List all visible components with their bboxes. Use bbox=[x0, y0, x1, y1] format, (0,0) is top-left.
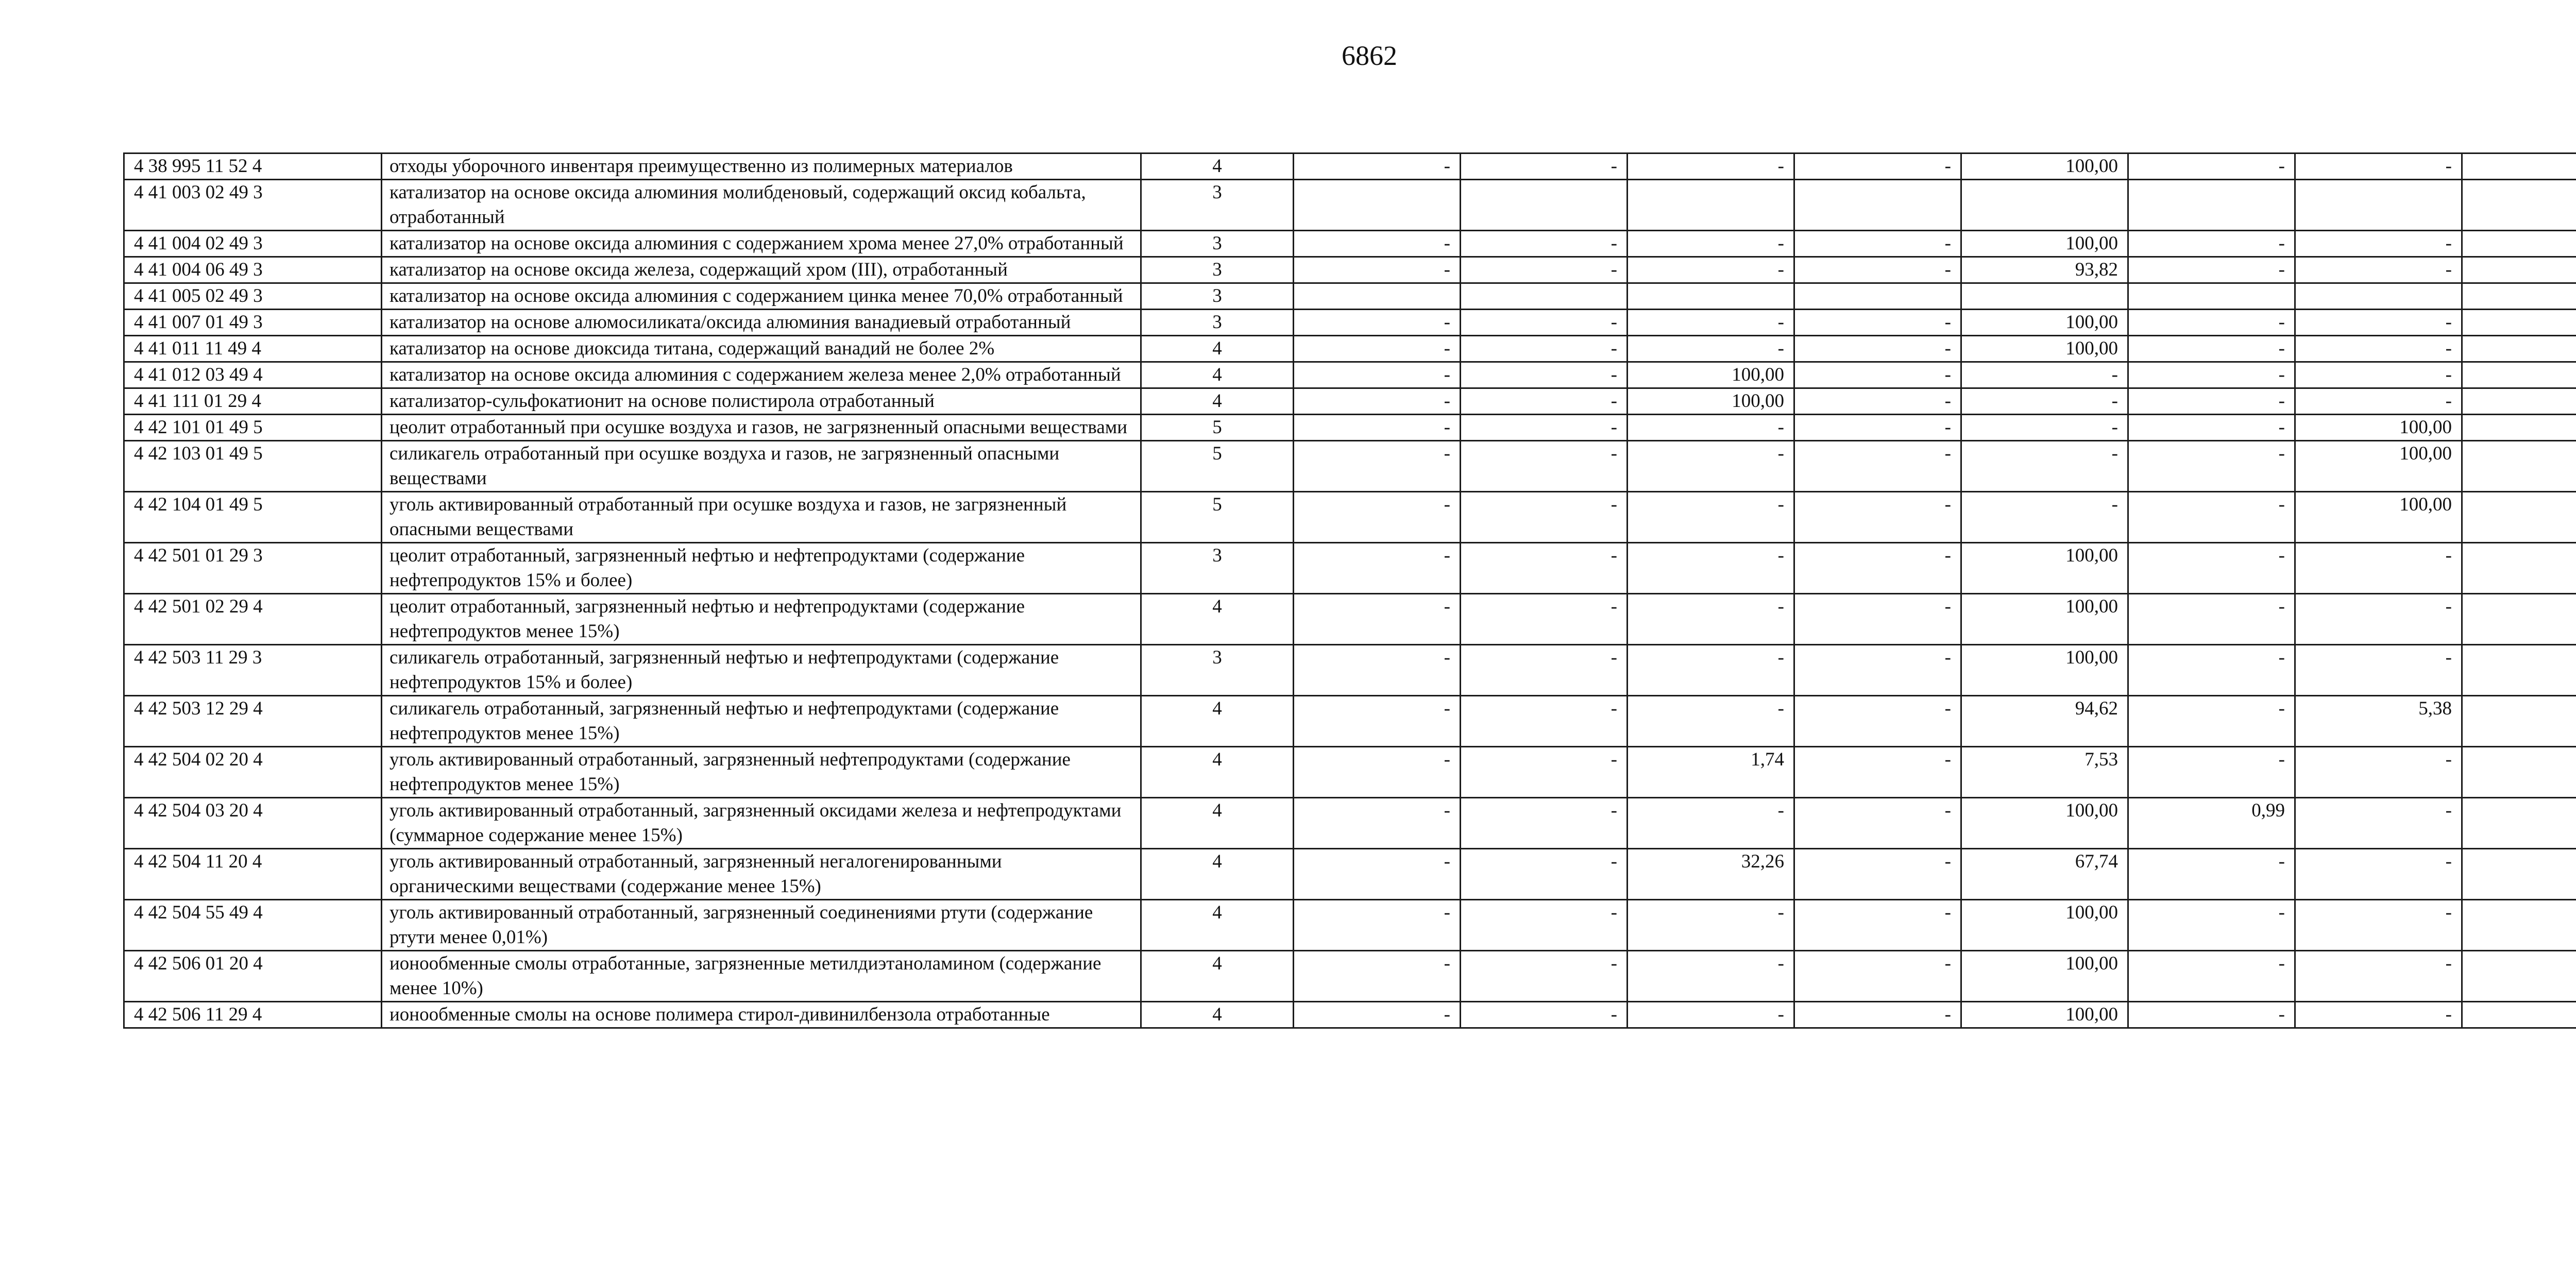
percentage-cell: 5,38 bbox=[2295, 696, 2462, 747]
hazard-class-cell: 4 bbox=[1141, 362, 1294, 388]
waste-description-cell: катализатор на основе диоксида титана, содержащий ванадий не более 2% bbox=[382, 336, 1141, 362]
percentage-cell bbox=[2128, 180, 2295, 231]
percentage-cell: - bbox=[1794, 747, 1961, 798]
percentage-cell bbox=[1294, 283, 1461, 310]
percentage-cell: - bbox=[1461, 231, 1628, 257]
percentage-cell: - bbox=[1461, 849, 1628, 900]
percentage-cell: - bbox=[1294, 900, 1461, 951]
percentage-cell: - bbox=[2128, 362, 2295, 388]
table-row bbox=[124, 747, 2576, 798]
percentage-cell: - bbox=[1294, 849, 1461, 900]
percentage-cell: - bbox=[1794, 441, 1961, 492]
percentage-cell: - bbox=[1794, 415, 1961, 441]
percentage-cell: 1,74 bbox=[1628, 747, 1794, 798]
percentage-cell bbox=[2462, 257, 2576, 283]
percentage-cell: - bbox=[1461, 388, 1628, 415]
percentage-cell bbox=[2295, 180, 2462, 231]
percentage-cell: 0,99 bbox=[2128, 798, 2295, 849]
percentage-cell: - bbox=[2295, 257, 2462, 283]
hazard-class-cell: 4 bbox=[1141, 900, 1294, 951]
table-row bbox=[124, 951, 2576, 1002]
percentage-cell: - bbox=[1961, 441, 2128, 492]
hazard-class-cell: 4 bbox=[1141, 594, 1294, 645]
percentage-cell: - bbox=[2128, 543, 2295, 594]
percentage-cell: - bbox=[1628, 798, 1794, 849]
waste-code-cell: 4 42 504 11 20 4 bbox=[124, 849, 382, 900]
percentage-cell bbox=[1628, 283, 1794, 310]
percentage-cell: - bbox=[1294, 388, 1461, 415]
table-row bbox=[124, 283, 2576, 310]
percentage-cell: - bbox=[1628, 336, 1794, 362]
percentage-cell: - bbox=[2295, 747, 2462, 798]
percentage-cell: - bbox=[1294, 594, 1461, 645]
percentage-cell: - bbox=[1294, 798, 1461, 849]
percentage-cell: - bbox=[1628, 257, 1794, 283]
hazard-class-cell: 4 bbox=[1141, 388, 1294, 415]
percentage-cell: - bbox=[1461, 543, 1628, 594]
percentage-cell bbox=[2462, 645, 2576, 696]
percentage-cell: 100,00 bbox=[1961, 1002, 2128, 1028]
hazard-class-cell: 3 bbox=[1141, 283, 1294, 310]
table-row bbox=[124, 180, 2576, 231]
waste-code-cell: 4 41 005 02 49 3 bbox=[124, 283, 382, 310]
percentage-cell bbox=[2462, 415, 2576, 441]
waste-description-cell: катализатор на основе оксида алюминия молибденовый, содержащий оксид кобальта, отработанный bbox=[382, 180, 1141, 231]
percentage-cell: - bbox=[2128, 645, 2295, 696]
waste-code-cell: 4 42 506 11 29 4 bbox=[124, 1002, 382, 1028]
percentage-cell bbox=[2462, 849, 2576, 900]
percentage-cell: - bbox=[1294, 154, 1461, 180]
percentage-cell: - bbox=[2128, 951, 2295, 1002]
hazard-class-cell: 4 bbox=[1141, 747, 1294, 798]
waste-code-cell: 4 41 004 02 49 3 bbox=[124, 231, 382, 257]
waste-description-cell: катализатор на основе оксида алюминия с содержанием железа менее 2,0% отработанный bbox=[382, 362, 1141, 388]
percentage-cell: - bbox=[1794, 231, 1961, 257]
percentage-cell: - bbox=[2295, 336, 2462, 362]
percentage-cell: - bbox=[1461, 900, 1628, 951]
waste-code-cell: 4 42 101 01 49 5 bbox=[124, 415, 382, 441]
percentage-cell: - bbox=[1461, 492, 1628, 543]
percentage-cell: - bbox=[1628, 441, 1794, 492]
percentage-cell bbox=[1628, 180, 1794, 231]
waste-code-cell: 4 41 111 01 29 4 bbox=[124, 388, 382, 415]
table-row bbox=[124, 336, 2576, 362]
percentage-cell: - bbox=[2295, 310, 2462, 336]
percentage-cell bbox=[1461, 180, 1628, 231]
percentage-cell: - bbox=[1294, 645, 1461, 696]
percentage-cell: - bbox=[1461, 645, 1628, 696]
table-row bbox=[124, 310, 2576, 336]
percentage-cell: - bbox=[1628, 645, 1794, 696]
percentage-cell: - bbox=[2295, 594, 2462, 645]
percentage-cell: 100,00 bbox=[2295, 492, 2462, 543]
percentage-cell: - bbox=[1794, 543, 1961, 594]
waste-code-cell: 4 42 503 12 29 4 bbox=[124, 696, 382, 747]
percentage-cell: - bbox=[2128, 747, 2295, 798]
percentage-cell: - bbox=[1294, 310, 1461, 336]
percentage-cell: - bbox=[1794, 798, 1961, 849]
hazard-class-cell: 4 bbox=[1141, 1002, 1294, 1028]
waste-code-cell: 4 42 504 03 20 4 bbox=[124, 798, 382, 849]
percentage-cell: 100,00 bbox=[1961, 154, 2128, 180]
percentage-cell: - bbox=[1628, 415, 1794, 441]
hazard-class-cell: 4 bbox=[1141, 154, 1294, 180]
percentage-cell: - bbox=[1794, 492, 1961, 543]
percentage-cell bbox=[2462, 336, 2576, 362]
waste-description-cell: силикагель отработанный при осушке воздуха и газов, не загрязненный опасными веществами bbox=[382, 441, 1141, 492]
table-row bbox=[124, 696, 2576, 747]
percentage-cell: - bbox=[1628, 1002, 1794, 1028]
percentage-cell: - bbox=[2128, 594, 2295, 645]
percentage-cell bbox=[1961, 180, 2128, 231]
percentage-cell: - bbox=[2128, 231, 2295, 257]
table-row bbox=[124, 362, 2576, 388]
hazard-class-cell: 5 bbox=[1141, 441, 1294, 492]
percentage-cell: - bbox=[1794, 645, 1961, 696]
table-row bbox=[124, 849, 2576, 900]
percentage-cell: - bbox=[1294, 441, 1461, 492]
hazard-class-cell: 3 bbox=[1141, 543, 1294, 594]
percentage-cell: - bbox=[1461, 310, 1628, 336]
table-row bbox=[124, 257, 2576, 283]
percentage-cell: - bbox=[1461, 747, 1628, 798]
page-number: 6862 bbox=[1342, 40, 1397, 71]
waste-code-cell: 4 41 012 03 49 4 bbox=[124, 362, 382, 388]
hazard-class-cell: 4 bbox=[1141, 336, 1294, 362]
waste-description-cell: катализатор на основе оксида железа, содержащий хром (III), отработанный bbox=[382, 257, 1141, 283]
waste-code-cell: 4 41 003 02 49 3 bbox=[124, 180, 382, 231]
percentage-cell: - bbox=[2295, 154, 2462, 180]
percentage-cell: - bbox=[2295, 543, 2462, 594]
percentage-cell: - bbox=[1794, 257, 1961, 283]
waste-description-cell: уголь активированный отработанный, загрязненный соединениями ртути (содержание ртути менее 0,01%) bbox=[382, 900, 1141, 951]
percentage-cell: - bbox=[1794, 900, 1961, 951]
percentage-cell: - bbox=[1461, 257, 1628, 283]
percentage-cell: - bbox=[1794, 696, 1961, 747]
percentage-cell: 100,00 bbox=[1961, 900, 2128, 951]
hazard-class-cell: 3 bbox=[1141, 310, 1294, 336]
percentage-cell: 100,00 bbox=[2295, 441, 2462, 492]
percentage-cell bbox=[2128, 283, 2295, 310]
waste-code-cell: 4 42 504 55 49 4 bbox=[124, 900, 382, 951]
percentage-cell: - bbox=[2295, 900, 2462, 951]
hazard-class-cell: 3 bbox=[1141, 180, 1294, 231]
percentage-cell: - bbox=[1794, 336, 1961, 362]
hazard-class-cell: 5 bbox=[1141, 492, 1294, 543]
waste-code-cell: 4 41 007 01 49 3 bbox=[124, 310, 382, 336]
percentage-cell: - bbox=[1794, 154, 1961, 180]
percentage-cell: 7,53 bbox=[1961, 747, 2128, 798]
waste-description-cell: отходы уборочного инвентаря преимущественно из полимерных материалов bbox=[382, 154, 1141, 180]
percentage-cell: - bbox=[1961, 362, 2128, 388]
percentage-cell: - bbox=[2128, 388, 2295, 415]
percentage-cell: 100,00 bbox=[1961, 594, 2128, 645]
percentage-cell bbox=[2462, 362, 2576, 388]
percentage-cell: - bbox=[2295, 849, 2462, 900]
percentage-cell: - bbox=[2128, 310, 2295, 336]
percentage-cell: 100,00 bbox=[1961, 951, 2128, 1002]
percentage-cell: - bbox=[2128, 336, 2295, 362]
table-row bbox=[124, 415, 2576, 441]
percentage-cell bbox=[2462, 798, 2576, 849]
percentage-cell: - bbox=[1628, 492, 1794, 543]
percentage-cell: - bbox=[1461, 336, 1628, 362]
percentage-cell bbox=[1461, 283, 1628, 310]
percentage-cell bbox=[1794, 283, 1961, 310]
percentage-cell: 100,00 bbox=[1961, 231, 2128, 257]
table-row bbox=[124, 594, 2576, 645]
waste-code-cell: 4 38 995 11 52 4 bbox=[124, 154, 382, 180]
percentage-cell: - bbox=[2128, 441, 2295, 492]
percentage-cell: 93,82 bbox=[1961, 257, 2128, 283]
percentage-cell: 100,00 bbox=[1961, 310, 2128, 336]
hazard-class-cell: 3 bbox=[1141, 231, 1294, 257]
percentage-cell: - bbox=[1628, 310, 1794, 336]
waste-description-cell: ионообменные смолы отработанные, загрязненные метилдиэтаноламином (содержание менее 10%) bbox=[382, 951, 1141, 1002]
hazard-class-cell: 4 bbox=[1141, 696, 1294, 747]
percentage-cell: - bbox=[1794, 310, 1961, 336]
table-row bbox=[124, 388, 2576, 415]
percentage-cell: 100,00 bbox=[2295, 415, 2462, 441]
percentage-cell: - bbox=[2128, 1002, 2295, 1028]
waste-description-cell: уголь активированный отработанный, загрязненный нефтепродуктами (содержание нефтепродуктов менее 15%) bbox=[382, 747, 1141, 798]
percentage-cell: - bbox=[1794, 362, 1961, 388]
percentage-cell: - bbox=[1628, 900, 1794, 951]
percentage-cell: - bbox=[2128, 415, 2295, 441]
percentage-cell bbox=[2462, 154, 2576, 180]
percentage-cell: - bbox=[1461, 154, 1628, 180]
table-row bbox=[124, 441, 2576, 492]
waste-code-cell: 4 41 011 11 49 4 bbox=[124, 336, 382, 362]
percentage-cell: 67,74 bbox=[1961, 849, 2128, 900]
percentage-cell: - bbox=[1294, 362, 1461, 388]
percentage-cell: - bbox=[2295, 645, 2462, 696]
waste-table-container bbox=[123, 152, 2576, 1029]
percentage-cell: 100,00 bbox=[1961, 645, 2128, 696]
hazard-class-cell: 4 bbox=[1141, 951, 1294, 1002]
percentage-cell bbox=[2462, 441, 2576, 492]
percentage-cell bbox=[2462, 951, 2576, 1002]
percentage-cell: - bbox=[2295, 231, 2462, 257]
percentage-cell: - bbox=[2128, 900, 2295, 951]
percentage-cell: - bbox=[1294, 951, 1461, 1002]
percentage-cell: - bbox=[1961, 492, 2128, 543]
percentage-cell: - bbox=[2128, 154, 2295, 180]
percentage-cell: - bbox=[1628, 594, 1794, 645]
percentage-cell: - bbox=[1461, 415, 1628, 441]
waste-description-cell: цеолит отработанный, загрязненный нефтью и нефтепродуктами (содержание нефтепродуктов 15% и более) bbox=[382, 543, 1141, 594]
hazard-class-cell: 4 bbox=[1141, 798, 1294, 849]
waste-table bbox=[123, 152, 2576, 1029]
percentage-cell: - bbox=[1794, 951, 1961, 1002]
table-row bbox=[124, 154, 2576, 180]
waste-code-cell: 4 42 504 02 20 4 bbox=[124, 747, 382, 798]
percentage-cell bbox=[2462, 696, 2576, 747]
percentage-cell: - bbox=[1294, 336, 1461, 362]
percentage-cell: - bbox=[2295, 1002, 2462, 1028]
percentage-cell: - bbox=[1794, 1002, 1961, 1028]
table-row bbox=[124, 492, 2576, 543]
percentage-cell: - bbox=[1294, 415, 1461, 441]
hazard-class-cell: 5 bbox=[1141, 415, 1294, 441]
percentage-cell bbox=[2462, 900, 2576, 951]
percentage-cell: - bbox=[1461, 798, 1628, 849]
percentage-cell: - bbox=[1294, 543, 1461, 594]
percentage-cell bbox=[2462, 310, 2576, 336]
waste-description-cell: уголь активированный отработанный, загрязненный оксидами железа и нефтепродуктами (суммарное содержание менее 15%) bbox=[382, 798, 1141, 849]
waste-description-cell: цеолит отработанный при осушке воздуха и газов, не загрязненный опасными веществами bbox=[382, 415, 1141, 441]
percentage-cell: - bbox=[2128, 696, 2295, 747]
percentage-cell: - bbox=[2295, 798, 2462, 849]
percentage-cell bbox=[2462, 1002, 2576, 1028]
percentage-cell: - bbox=[1961, 388, 2128, 415]
percentage-cell: - bbox=[2128, 257, 2295, 283]
waste-description-cell: цеолит отработанный, загрязненный нефтью и нефтепродуктами (содержание нефтепродуктов менее 15%) bbox=[382, 594, 1141, 645]
percentage-cell: 32,26 bbox=[1628, 849, 1794, 900]
percentage-cell: - bbox=[1794, 594, 1961, 645]
percentage-cell: 100,00 bbox=[1961, 798, 2128, 849]
percentage-cell: - bbox=[1294, 1002, 1461, 1028]
percentage-cell: - bbox=[2295, 388, 2462, 415]
percentage-cell: 100,00 bbox=[1961, 336, 2128, 362]
waste-description-cell: катализатор-сульфокатионит на основе полистирола отработанный bbox=[382, 388, 1141, 415]
table-row bbox=[124, 645, 2576, 696]
waste-description-cell: ионообменные смолы на основе полимера стирол-дивинилбензола отработанные bbox=[382, 1002, 1141, 1028]
percentage-cell bbox=[2462, 492, 2576, 543]
percentage-cell bbox=[2462, 283, 2576, 310]
waste-code-cell: 4 42 506 01 20 4 bbox=[124, 951, 382, 1002]
percentage-cell: - bbox=[1794, 388, 1961, 415]
table-row bbox=[124, 231, 2576, 257]
percentage-cell: - bbox=[1461, 1002, 1628, 1028]
waste-description-cell: катализатор на основе оксида алюминия с содержанием цинка менее 70,0% отработанный bbox=[382, 283, 1141, 310]
hazard-class-cell: 4 bbox=[1141, 849, 1294, 900]
table-row bbox=[124, 1002, 2576, 1028]
percentage-cell bbox=[1961, 283, 2128, 310]
percentage-cell: - bbox=[1628, 231, 1794, 257]
percentage-cell: - bbox=[1961, 415, 2128, 441]
percentage-cell: - bbox=[1461, 951, 1628, 1002]
percentage-cell: - bbox=[1461, 441, 1628, 492]
waste-code-cell: 4 42 501 02 29 4 bbox=[124, 594, 382, 645]
percentage-cell: - bbox=[1628, 696, 1794, 747]
waste-code-cell: 4 42 503 11 29 3 bbox=[124, 645, 382, 696]
percentage-cell: - bbox=[1294, 747, 1461, 798]
table-row bbox=[124, 900, 2576, 951]
percentage-cell bbox=[2462, 231, 2576, 257]
percentage-cell bbox=[1794, 180, 1961, 231]
waste-table-body bbox=[124, 154, 2576, 1028]
waste-code-cell: 4 42 104 01 49 5 bbox=[124, 492, 382, 543]
waste-code-cell: 4 41 004 06 49 3 bbox=[124, 257, 382, 283]
percentage-cell: - bbox=[2295, 362, 2462, 388]
waste-description-cell: уголь активированный отработанный, загрязненный негалогенированными органическими веществами (содержание менее 15%) bbox=[382, 849, 1141, 900]
percentage-cell: - bbox=[2128, 849, 2295, 900]
percentage-cell: - bbox=[1461, 594, 1628, 645]
waste-description-cell: катализатор на основе алюмосиликата/оксида алюминия ванадиевый отработанный bbox=[382, 310, 1141, 336]
percentage-cell: - bbox=[2295, 951, 2462, 1002]
percentage-cell: - bbox=[1794, 849, 1961, 900]
waste-description-cell: уголь активированный отработанный при осушке воздуха и газов, не загрязненный опасными веществами bbox=[382, 492, 1141, 543]
waste-description-cell: силикагель отработанный, загрязненный нефтью и нефтепродуктами (содержание нефтепродуктов менее 15%) bbox=[382, 696, 1141, 747]
percentage-cell bbox=[1294, 180, 1461, 231]
percentage-cell: - bbox=[1294, 231, 1461, 257]
waste-code-cell: 4 42 501 01 29 3 bbox=[124, 543, 382, 594]
percentage-cell bbox=[2462, 543, 2576, 594]
percentage-cell: 100,00 bbox=[1628, 388, 1794, 415]
percentage-cell: - bbox=[1628, 154, 1794, 180]
hazard-class-cell: 3 bbox=[1141, 645, 1294, 696]
percentage-cell: - bbox=[1294, 257, 1461, 283]
percentage-cell: - bbox=[1294, 696, 1461, 747]
percentage-cell: - bbox=[2128, 492, 2295, 543]
waste-description-cell: катализатор на основе оксида алюминия с содержанием хрома менее 27,0% отработанный bbox=[382, 231, 1141, 257]
percentage-cell: - bbox=[1628, 543, 1794, 594]
percentage-cell bbox=[2295, 283, 2462, 310]
table-row bbox=[124, 798, 2576, 849]
table-row bbox=[124, 543, 2576, 594]
percentage-cell: - bbox=[1294, 492, 1461, 543]
waste-code-cell: 4 42 103 01 49 5 bbox=[124, 441, 382, 492]
percentage-cell: - bbox=[1461, 362, 1628, 388]
hazard-class-cell: 3 bbox=[1141, 257, 1294, 283]
percentage-cell: - bbox=[1461, 696, 1628, 747]
percentage-cell: 94,62 bbox=[1961, 696, 2128, 747]
percentage-cell: 100,00 bbox=[1961, 543, 2128, 594]
percentage-cell bbox=[2462, 747, 2576, 798]
percentage-cell: 100,00 bbox=[1628, 362, 1794, 388]
percentage-cell bbox=[2462, 388, 2576, 415]
percentage-cell: - bbox=[1628, 951, 1794, 1002]
percentage-cell bbox=[2462, 180, 2576, 231]
waste-description-cell: силикагель отработанный, загрязненный нефтью и нефтепродуктами (содержание нефтепродуктов 15% и более) bbox=[382, 645, 1141, 696]
percentage-cell bbox=[2462, 594, 2576, 645]
